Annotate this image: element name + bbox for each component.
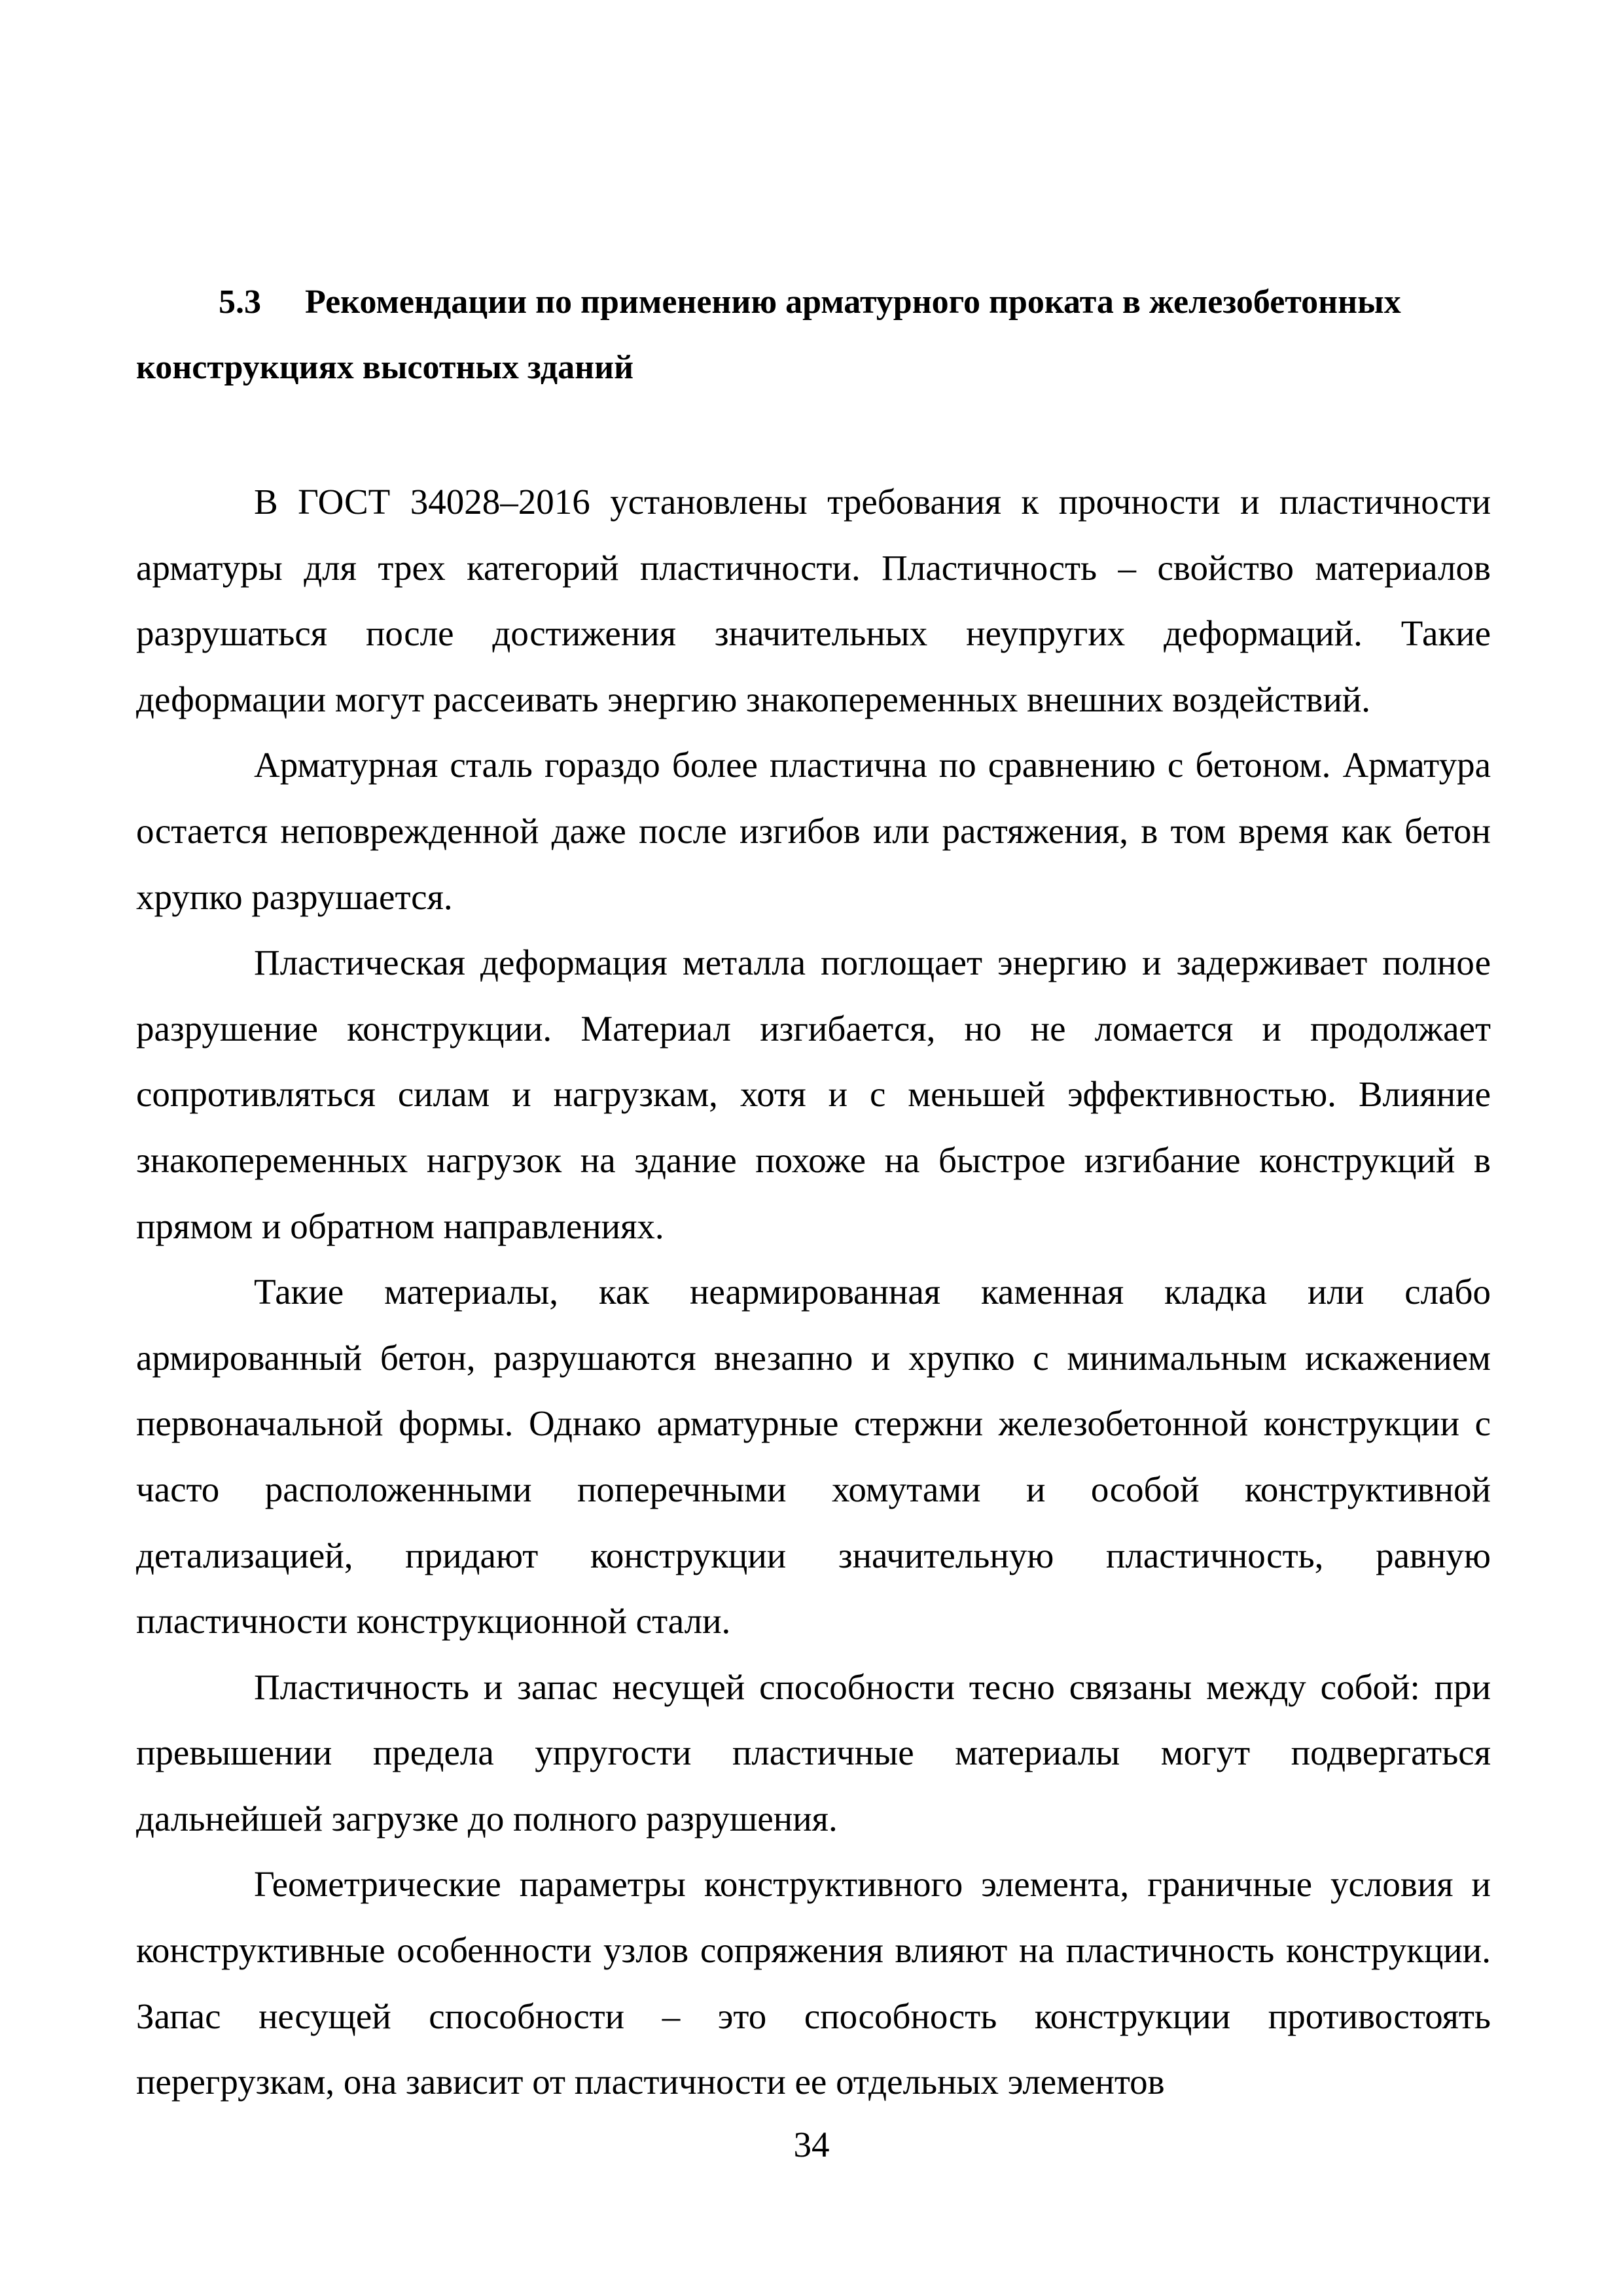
section-number: 5.3	[219, 283, 261, 321]
paragraph: В ГОСТ 34028–2016 установлены требования к прочности и пластичности арматуры для трех категорий пластичности. Пластичность – свойство материалов разрушаться после достижения значительных неупругих деформаций. Такие деформации могут рассеивать энергию знакопеременных внешних воздействий.	[136, 482, 1491, 719]
page-number: 34	[793, 2125, 830, 2164]
paragraph: Пластическая деформация металла поглощает энергию и задерживает полное разрушение конструкции. Материал изгибается, но не ломается и продолжает сопротивляться силам и нагрузкам, хотя и с меньшей эффективностью. Влияние знакопеременных нагрузок на здание похоже на быстрое изгибание конструкций в прямом и обратном направлениях.	[136, 942, 1491, 1246]
paragraph: Пластичность и запас несущей способности тесно связаны между собой: при превышении предела упругости пластичные материалы могут подвергаться дальнейшей загрузке до полного разрушения.	[136, 1666, 1491, 1839]
paragraph: Геометрические параметры конструктивного элемента, граничные условия и конструктивные особенности узлов сопряжения влияют на пластичность конструкции. Запас несущей способности – это способность конструкции противостоять перегрузкам, она зависит от пластичности ее отдельных элементов	[136, 1864, 1491, 2102]
paragraph: Такие материалы, как неармированная каменная кладка или слабо армированный бетон, разрушаются внезапно и хрупко с минимальным искажением первоначальной формы. Однако арматурные стержни железобетонной конструкции с часто расположенными поперечными хомутами и особой конструктивной детализацией, придают конструкции значительную пластичность, равную пластичности конструкционной стали.	[136, 1272, 1491, 1641]
section-title: Рекомендации по применению арматурного проката в железобетонных конструкциях высотных зданий	[136, 283, 1401, 386]
section-heading	[136, 270, 1491, 401]
body-text	[136, 469, 1491, 2115]
paragraph: Арматурная сталь гораздо более пластична по сравнению с бетоном. Арматура остается неповрежденной даже после изгибов или растяжения, в том время как бетон хрупко разрушается.	[136, 745, 1491, 917]
